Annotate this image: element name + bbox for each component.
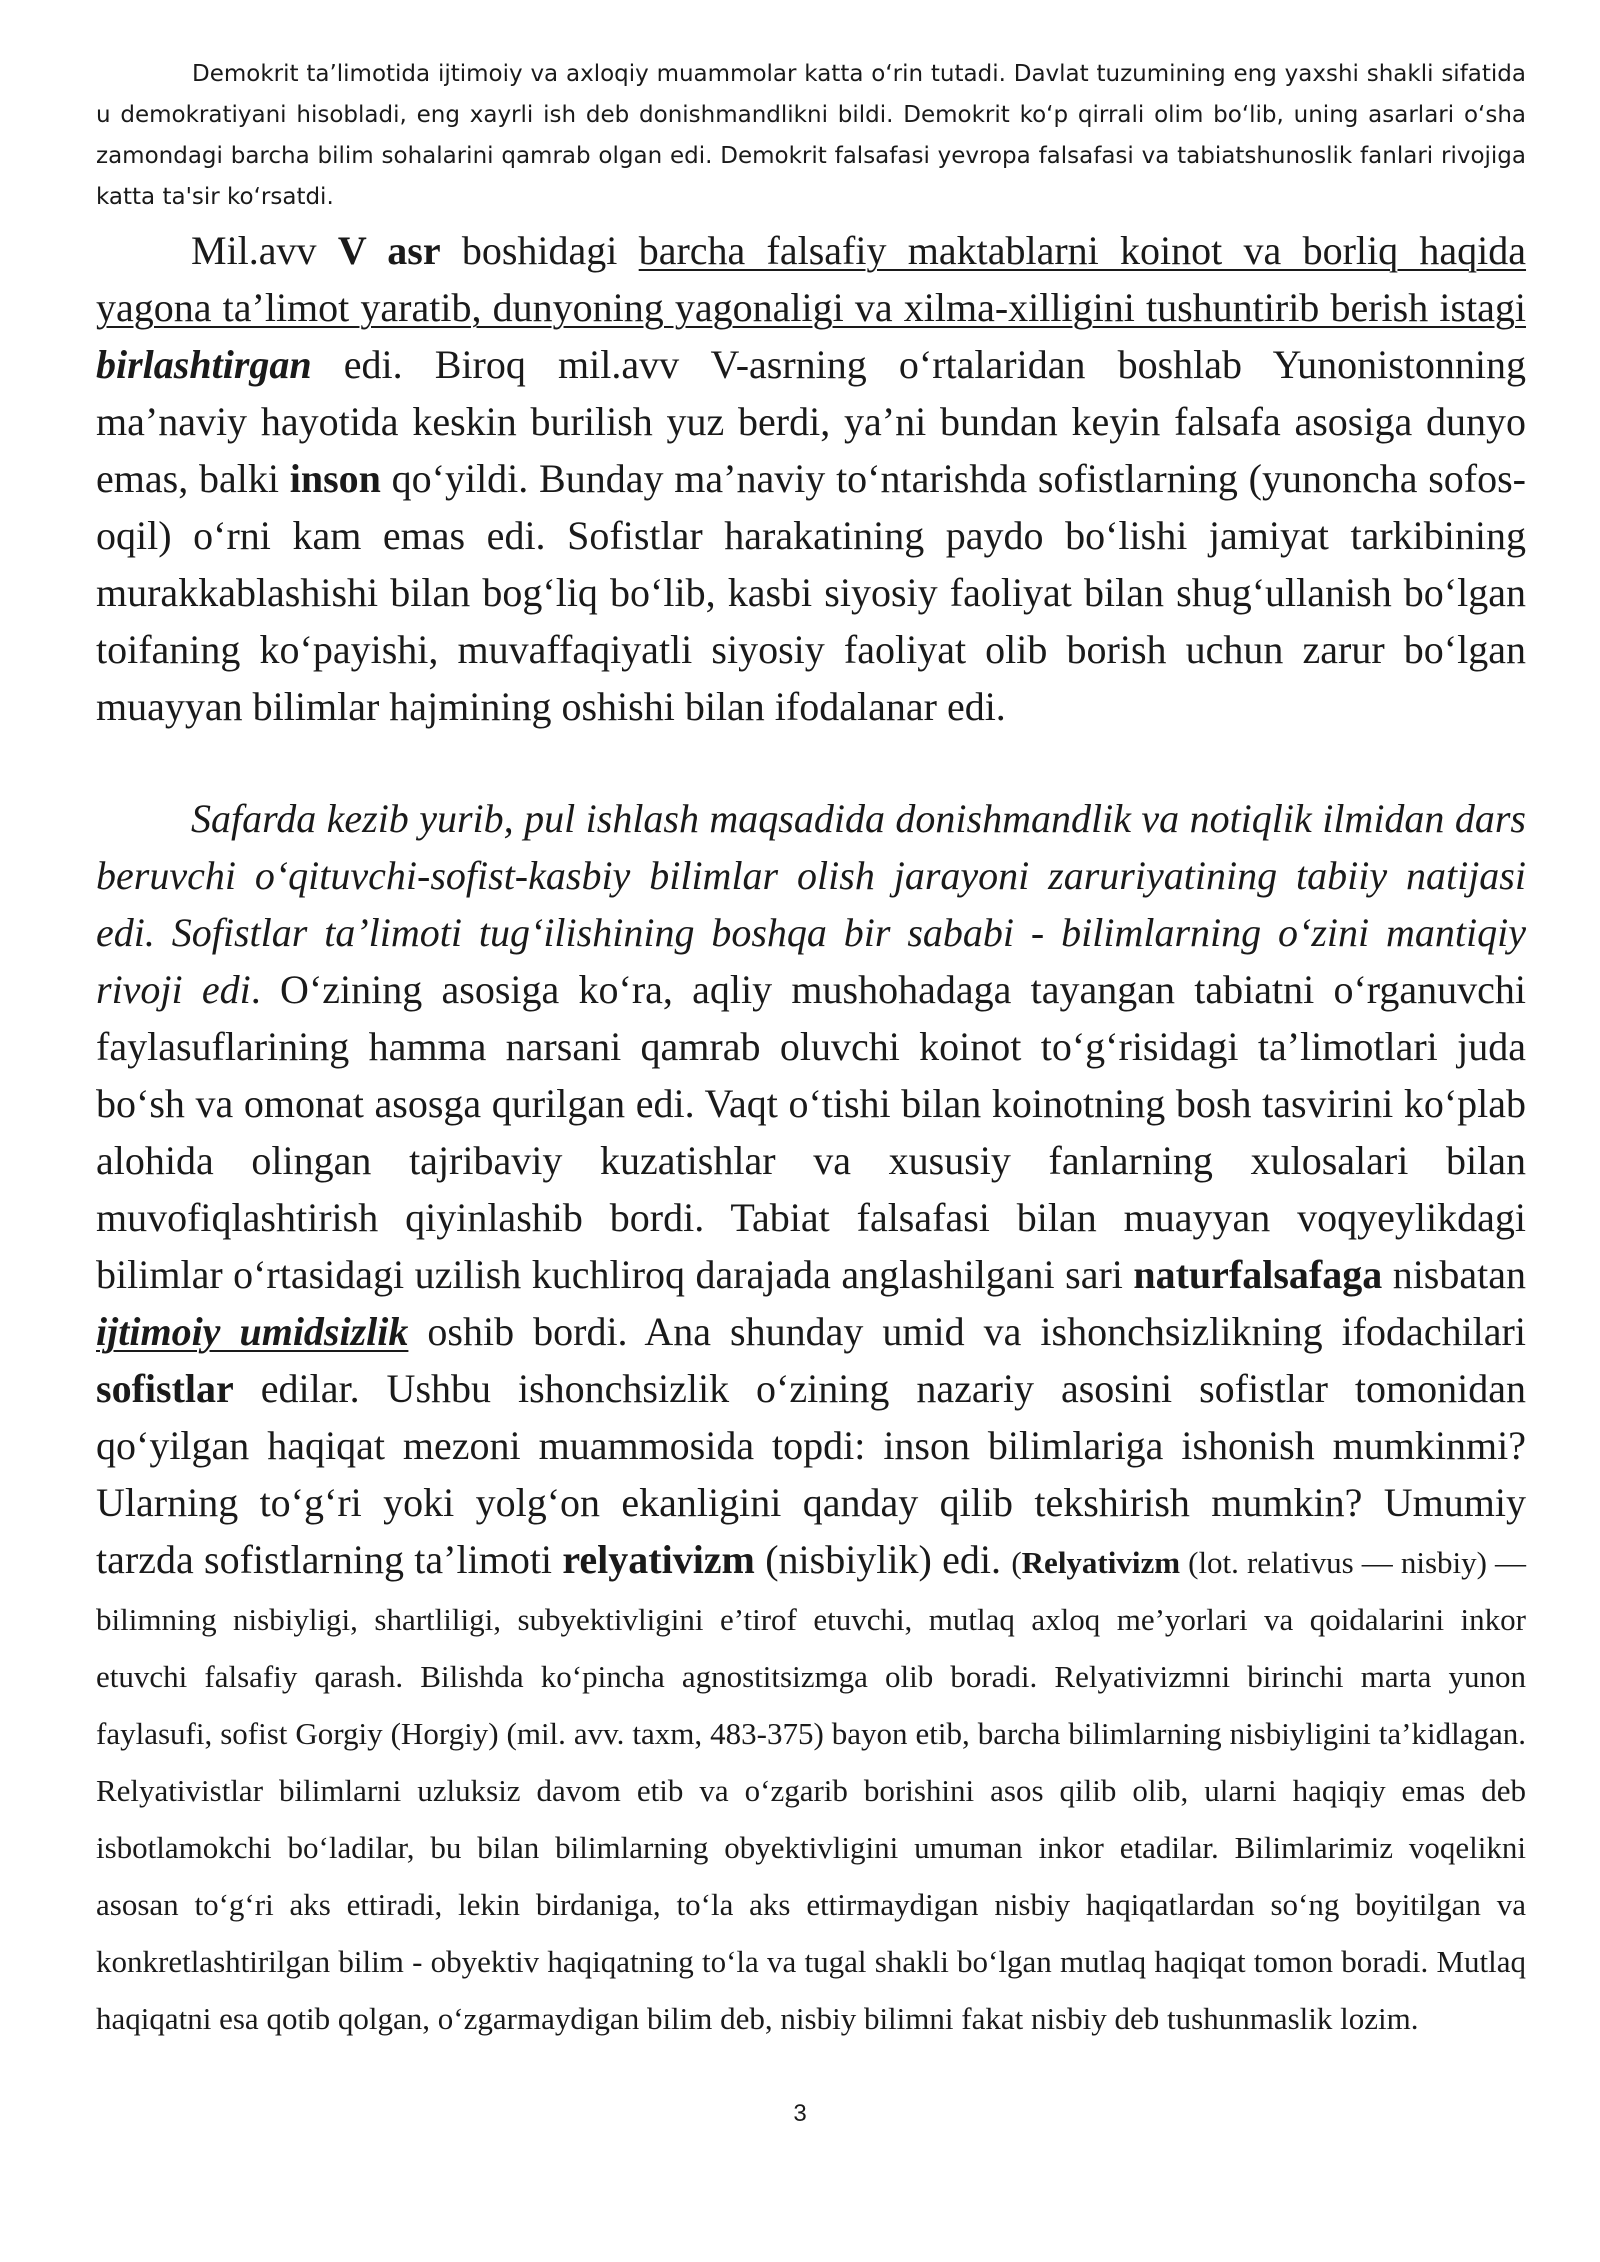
bold-text-relyativizm: relyativizm xyxy=(562,1537,755,1582)
bold-text-inson: inson xyxy=(289,456,381,501)
definition-note xyxy=(96,1545,1526,2036)
text-run: . O‘zining asosiga ko‘ra, aqliy mushohadaga tayangan tabiatni o‘rganuvchi faylasuflarining hamma narsani qamrab oluvchi koinot to‘g‘risidagi ta’limotlari juda bo‘sh va omonat asosga qurilgan edi. Vaqt o‘tishi bilan koinotning bosh tasvirini ko‘plab alohida olingan tajribaviy kuzatishlar va xususiy fanlarning xulosalari bilan muvofiqlashtirish qiyinlashib bordi. Tabiat falsafasi bilan muayyan voqyeylikdagi bilimlar o‘rtasidagi uzilish kuchliroq darajada anglashilgani sari xyxy=(96,967,1526,1297)
intro-paragraph: Demokrit ta’limotida ijtimoiy va axloqiy muammolar katta o‘rin tutadi. Davlat tuzumining eng yaxshi shakli sifatida u demokratiyani hisobladi, eng xayrli ish deb donishmandlikni bildi. Demokrit ko‘p qirrali olim bo‘lib, uning asarlari o‘sha zamondagi barcha bilim sohalarini qamrab olgan edi. Demokrit falsafasi yevropa falsafasi va tabiatshunoslik fanlari rivojiga katta ta'sir ko‘rsatdi. xyxy=(96,61,1526,210)
bold-text-naturfalsafaga: naturfalsafaga xyxy=(1133,1252,1383,1297)
text-run: ( xyxy=(1011,1545,1022,1580)
page-number: 3 xyxy=(793,2100,807,2127)
bold-italic-text-birlashtirgan: birlashtirgan xyxy=(96,342,312,387)
text-run: (lot. relativus — nisbiy) — bilimning nisbiyligi, shartliligi, subyektivligini e’tirof etuvchi, mutlaq axloq me’yorlari va qoidalarini inkor etuvchi falsafiy qarash. Bilishda ko‘pincha agnostitsizmga olib boradi. Relyativizmni birinchi marta yunon faylasufi, sofist Gorgiy (Horgiy) (mil. avv. taxm, 483-375) bayon etib, barcha bilimlarning nisbiyligini ta’kidlagan. Relyativistlar bilimlarni uzluksiz davom etib va o‘zgarib borishini asos qilib olib, ularni haqiqiy emas deb isbotlamokchi bo‘ladilar, bu bilan bilimlarning obyektivligini umuman inkor etadilar. Bilimlarimiz voqelikni asosan to‘g‘ri aks ettiradi, lekin birdaniga, to‘la aks ettirmaydigan nisbiy haqiqatlardan so‘ng boyitilgan va konkretlashtirilgan bilim - obyektiv haqiqatning to‘la va tugal shakli bo‘lgan mutlaq haqiqat tomon boradi. Mutlaq haqiqatni esa qotib qolgan, o‘zgarmaydigan bilim deb, nisbiy bilimni fakat nisbiy deb tushunmaslik lozim. xyxy=(96,1545,1527,2036)
text-run: qo‘yildi. Bunday ma’naviy to‘ntarishda sofistlarning (yunoncha sofos-oqil) o‘rni kam emas edi. Sofistlar harakatining paydo bo‘lishi jamiyat tarkibining murakkablashishi bilan bog‘liq bo‘lib, kasbi siyosiy faoliyat bilan shug‘ullanish bo‘lgan toifaning ko‘payishi, muvaffaqiyatli siyosiy faoliyat olib borish uchun zarur bo‘lgan muayyan bilimlar hajmining oshishi bilan ifodalanar edi. xyxy=(96,456,1526,729)
text-run: edi. Biroq mil.avv V-asrning o‘rtalaridan boshlab Yunonistonning ma’naviy hayotida keskin burilish yuz berdi, ya’ni bundan keyin falsafa asosiga dunyo emas, balki xyxy=(96,342,1526,501)
underlined-text: barcha falsafiy maktablarni koinot va borliq haqida yagona ta’limot yaratib, dunyoning yagonaligi va xilma-xilligini tushuntirib berish istagi xyxy=(96,228,1527,330)
bold-text-sofistlar: sofistlar xyxy=(96,1366,234,1411)
bold-term-relyativizm: Relyativizm xyxy=(1021,1545,1181,1580)
italic-text: Safarda kezib yurib, pul ishlash maqsadida donishmandlik va notiqlik ilmidan dars beruvchi o‘qituvchi-sofist-kasbiy bilimlar olish jarayoni zaruriyatining tabiiy natijasi edi. Sofistlar ta’limoti tug‘ilishining boshqa bir sababi - bilimlarning o‘zini mantiqiy rivoji edi xyxy=(96,796,1526,1012)
paragraph-sofists-intro xyxy=(96,222,1526,735)
text-run: nisbatan xyxy=(1382,1252,1526,1297)
text-run: edilar. Ushbu ishonchsizlik o‘zining nazariy asosini sofistlar tomonidan qo‘yilgan haqiqat mezoni muammosida topdi: inson bilimlariga ishonish mumkinmi? Ularning to‘g‘ri yoki yolg‘on ekanligini qanday qilib tekshirish mumkin? Umumiy tarzda sofistlarning ta’limoti xyxy=(96,1366,1526,1582)
text-run: boshidagi xyxy=(440,228,639,273)
text-run: oshib bordi. Ana shunday umid va ishonchsizlikning ifodachilari xyxy=(408,1309,1526,1354)
text-run: (nisbiylik) edi. xyxy=(754,1537,1012,1582)
paragraph-sofists-relativism xyxy=(96,790,1526,2044)
bold-text-v-asr: V asr xyxy=(337,228,441,273)
bold-italic-underlined-text: ijtimoiy umidsizlik xyxy=(96,1309,409,1354)
text-run: Mil.avv xyxy=(191,228,338,273)
